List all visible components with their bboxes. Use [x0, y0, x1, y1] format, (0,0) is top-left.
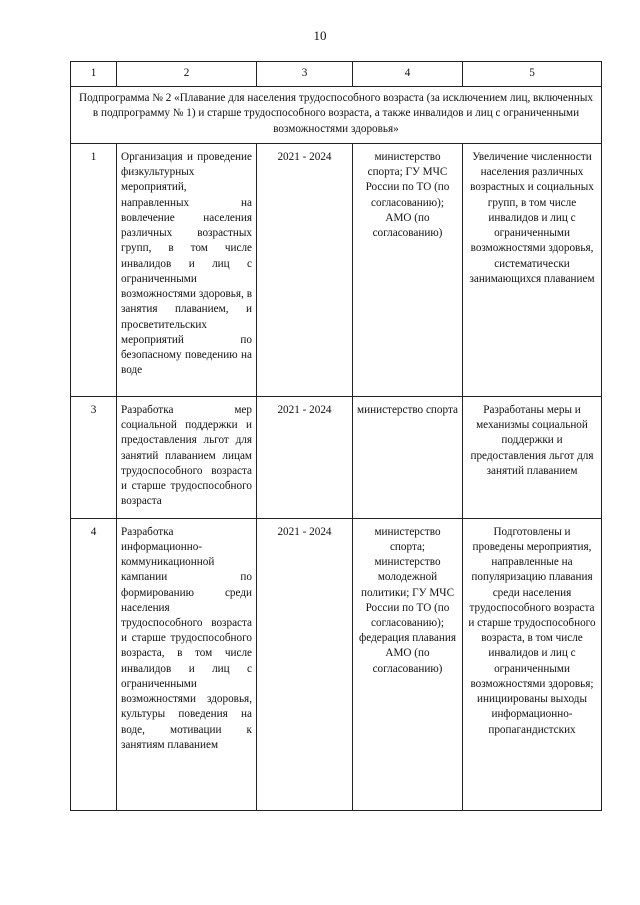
program-table — [70, 61, 602, 811]
activity-name: Разработка информационно-коммуникационной кампании по формированию среди населения трудоспособного возраста и старше трудоспособного возраста, в том числе инвалидов и лиц с ограниченными возможностями здоровья, культуры поведения на воде, мотивации к занятиям плаванием — [117, 518, 257, 810]
activity-result: Разработаны меры и механизмы социальной поддержки и предоставления льгот для занятий плаванием — [463, 396, 602, 518]
activity-name: Организация и проведение физкультурных мероприятий, направленных на вовлечение населения различных возрастных групп, в том числе инвалидов и лиц с ограниченными возможностями здоровья, в занятия плаванием, и просветительских мероприятий по безопасному поведению на воде — [117, 143, 257, 396]
row-number: 4 — [71, 518, 117, 810]
activity-name: Разработка мер социальной поддержки и предоставления льгот для занятий плаванием лицам трудоспособного возраста и старше трудоспособного возраста — [117, 396, 257, 518]
table-row — [71, 143, 602, 396]
table-row — [71, 518, 602, 810]
column-number: 4 — [353, 62, 463, 87]
subprogram-title: Подпрограмма № 2 «Плавание для населения трудоспособного возраста (за исключением лиц, включенных в подпрограмму № 1) и старше трудоспособного возраста, а также инвалидов и лиц с ограниченными возможностями здоровья» — [71, 87, 602, 144]
subprogram-row — [71, 87, 602, 144]
page-number: 10 — [313, 28, 327, 43]
activity-executors: министерство спорта — [353, 396, 463, 518]
column-number: 3 — [257, 62, 353, 87]
activity-term: 2021 - 2024 — [257, 143, 353, 396]
table-row — [71, 396, 602, 518]
activity-result: Подготовлены и проведены мероприятия, направленные на популяризацию плавания среди населения трудоспособного возраста и старше трудоспособного возраста, в том числе инвалидов и лиц с ограниченными возможностями здоровья; инициированы выходы информационно-пропагандистских — [463, 518, 602, 810]
activity-term: 2021 - 2024 — [257, 518, 353, 810]
activity-term: 2021 - 2024 — [257, 396, 353, 518]
column-number: 2 — [117, 62, 257, 87]
row-number: 1 — [71, 143, 117, 396]
column-number-row — [71, 62, 602, 87]
activity-result: Увеличение численности населения различных возрастных и социальных групп, в том числе инвалидов и лиц с ограниченными возможностями здоровья, систематически занимающихся плаванием — [463, 143, 602, 396]
column-number: 1 — [71, 62, 117, 87]
activity-executors: министерство спорта; министерство молодежной политики; ГУ МЧС России по ТО (по согласованию); федерация плавания АМО (по согласованию) — [353, 518, 463, 810]
column-number: 5 — [463, 62, 602, 87]
activity-executors: министерство спорта; ГУ МЧС России по ТО (по согласованию); АМО (по согласованию) — [353, 143, 463, 396]
row-number: 3 — [71, 396, 117, 518]
